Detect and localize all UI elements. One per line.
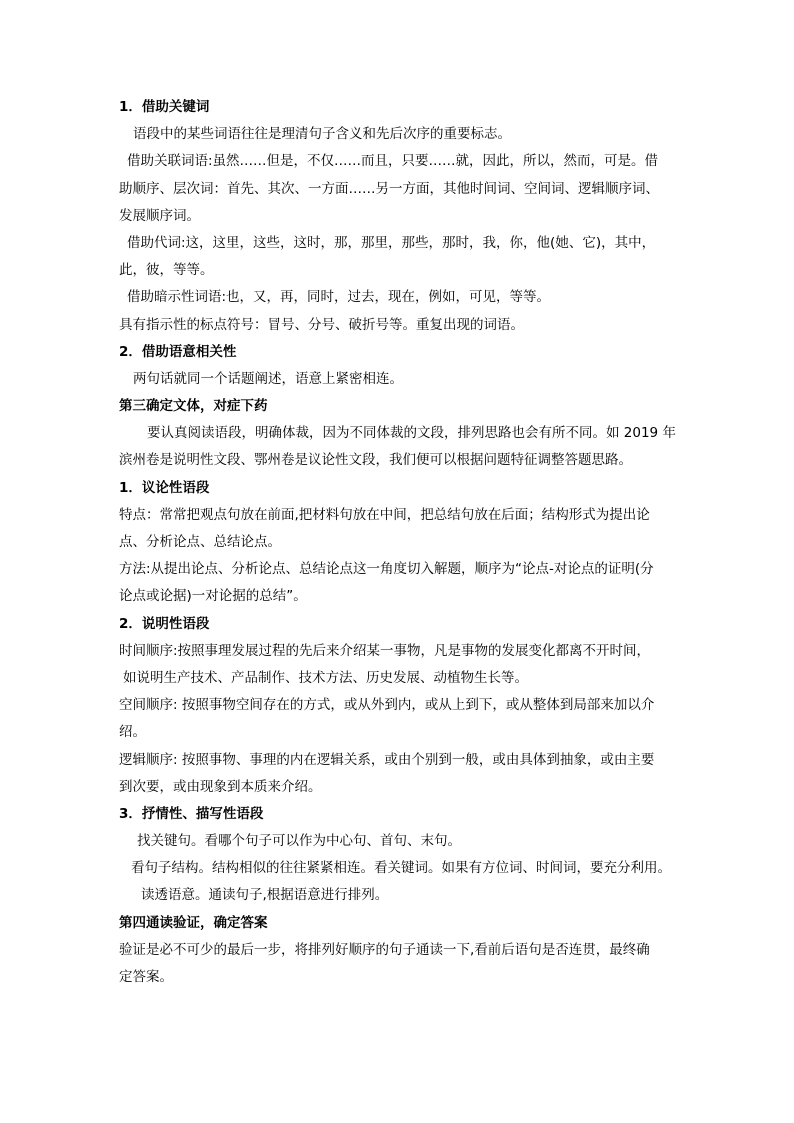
heading-lyrical-descriptive-paragraph: 3．抒情性、描写性语段 [119, 805, 264, 822]
paragraph-line: 助顺序、层次词：首先、其次、一方面……另一方面，其他时间词、空间词、逻辑顺序词、 [119, 180, 659, 197]
paragraph-line: 借助关联词语:虽然……但是，不仅……而且，只要……就，因此，所以，然而，可是。借 [127, 153, 659, 170]
paragraph-line: 借助代词:这，这里，这些，这时，那，那里，那些，那时，我，你，他(她、它)，其中， [127, 234, 656, 251]
paragraph-line: 看句子结构。结构相似的往往紧紧相连。看关键词。如果有方位词、时间词，要充分利用。 [131, 860, 671, 877]
paragraph-line: 滨州卷是说明性文段、鄂州卷是议论性文段，我们便可以根据问题特征调整答题思路。 [119, 452, 632, 469]
paragraph-line: 语段中的某些词语往往是理清句子含义和先后次序的重要标志。 [133, 126, 511, 143]
paragraph-line: 论点或论据)一对论据的总结”。 [119, 588, 307, 605]
paragraph-line: 方法:从提出论点、分析论点、总结论点这一角度切入解题，顺序为“论点-对论点的证明(分 [119, 561, 654, 578]
heading-expository-paragraph: 2．说明性语段 [119, 615, 210, 632]
paragraph-line: 到次要，或由现象到本质来介绍。 [119, 778, 322, 795]
paragraph-line: 找关键句。看哪个句子可以作为中心句、首句、末句。 [137, 833, 461, 850]
document-body [119, 94, 679, 991]
paragraph-line: 点、分析论点、总结论点。 [119, 534, 281, 550]
paragraph-line: 两句话就同一个话题阐述，语意上紧密相连。 [133, 370, 403, 387]
section-heading-fourth: 第四通读验证，确定答案 [119, 914, 268, 931]
paragraph-line: 此，彼，等等。 [119, 262, 214, 279]
heading-argumentative-paragraph: 1．议论性语段 [119, 479, 210, 496]
paragraph-line: 要认真阅读语段，明确体裁，因为不同体裁的文段，排列思路也会有所不同。如 2019 年 [147, 425, 676, 442]
heading-2-semantic-relevance: 2．借助语意相关性 [119, 343, 237, 360]
paragraph-line: 时间顺序:按照事理发展过程的先后来介绍某一事物，凡是事物的发展变化都离不开时间， [119, 642, 651, 659]
paragraph-line: 逻辑顺序: 按照事物、事理的内在逻辑关系，或由个别到一般，或由具体到抽象，或由主要 [119, 751, 655, 768]
paragraph-line: 绍。 [119, 724, 146, 741]
paragraph-line: 借助暗示性词语:也，又，再，同时，过去，现在，例如，可见，等等。 [127, 289, 551, 306]
paragraph-line: 发展顺序词。 [119, 207, 200, 224]
paragraph-line: 读透语意。通读句子,根据语意进行排列。 [141, 887, 389, 904]
section-heading-third: 第三确定文体，对症下药 [119, 398, 268, 415]
heading-1-keywords: 1．借助关键词 [119, 99, 210, 115]
paragraph-line: 验证是必不可少的最后一步，将排列好顺序的句子通读一下,看前后语句是否连贯，最终确 [119, 941, 650, 958]
paragraph-line: 空间顺序: 按照事物空间存在的方式，或从外到内，或从上到下，或从整体到局部来加以介 [119, 697, 655, 714]
paragraph-line: 定答案。 [119, 969, 173, 985]
paragraph-line: 特点：常常把观点句放在前面,把材料句放在中间，把总结句放在后面；结构形式为提出论 [119, 506, 650, 523]
paragraph-line: 如说明生产技术、产品制作、技术方法、历史发展、动植物生长等。 [123, 669, 528, 686]
paragraph-line: 具有指示性的标点符号：冒号、分号、破折号等。重复出现的词语。 [119, 316, 524, 333]
